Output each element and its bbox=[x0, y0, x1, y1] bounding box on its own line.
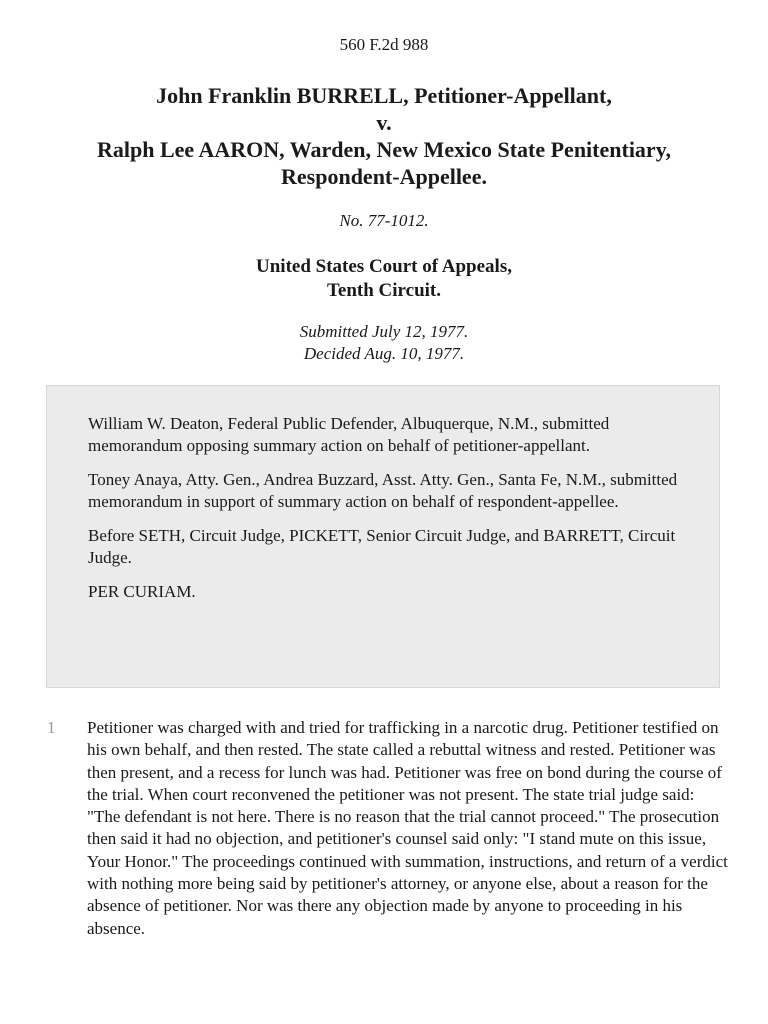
case-caption bbox=[20, 82, 748, 190]
counsel-panel bbox=[46, 385, 720, 688]
caption-versus: v. bbox=[376, 110, 392, 135]
paragraph-number[interactable]: 1 bbox=[47, 718, 56, 737]
court-name bbox=[0, 255, 768, 303]
judges-panel: Before SETH, Circuit Judge, PICKETT, Senior Circuit Judge, and BARRETT, Circuit Judge. bbox=[88, 526, 676, 567]
per-curiam: PER CURIAM. bbox=[88, 582, 196, 601]
submitted-date: Submitted July 12, 1977. bbox=[299, 322, 469, 341]
case-citation: 560 F.2d 988 bbox=[339, 35, 429, 54]
decided-date: Decided Aug. 10, 1977. bbox=[303, 344, 465, 363]
opinion-paragraph: Petitioner was charged with and tried for trafficking in a narcotic drug. Petitioner testified on his own behalf, and then rested. The state called a rebuttal witness and rested. Petitioner was then present, and a recess for lunch was had. Petitioner was free on bond during the course of the trial. When court reconvened the petitioner was not present. The state trial judge said: "The defendant is not here. There is no reason that the trial cannot proceed." The prosecution then said it had no objection, and petitioner's counsel said only: "I stand mute on this issue, Your Honor." The proceedings continued with summation, instructions, and return of a verdict with nothing more being said by petitioner's attorney, or anyone else, about a reason for the absence of petitioner. Nor was there any objection made by anyone to proceeding in his absence. bbox=[87, 718, 728, 938]
court-name-line2: Tenth Circuit. bbox=[326, 280, 442, 301]
docket-number: No. 77-1012. bbox=[339, 211, 429, 230]
appellant-counsel: William W. Deaton, Federal Public Defender, Albuquerque, N.M., submitted memorandum opposing summary action on behalf of petitioner-appellant. bbox=[88, 414, 610, 455]
caption-appellee: Ralph Lee AARON, Warden, New Mexico State Penitentiary, bbox=[97, 137, 671, 162]
case-dates bbox=[0, 321, 768, 365]
appellee-counsel: Toney Anaya, Atty. Gen., Andrea Buzzard, Asst. Atty. Gen., Santa Fe, N.M., submitted memorandum in support of summary action on behalf of respondent-appellee. bbox=[88, 470, 678, 511]
court-name-line1: United States Court of Appeals, bbox=[256, 256, 512, 277]
caption-appellee-role: Respondent-Appellee. bbox=[281, 164, 487, 189]
caption-appellant: John Franklin BURRELL, Petitioner-Appellant, bbox=[156, 83, 612, 108]
